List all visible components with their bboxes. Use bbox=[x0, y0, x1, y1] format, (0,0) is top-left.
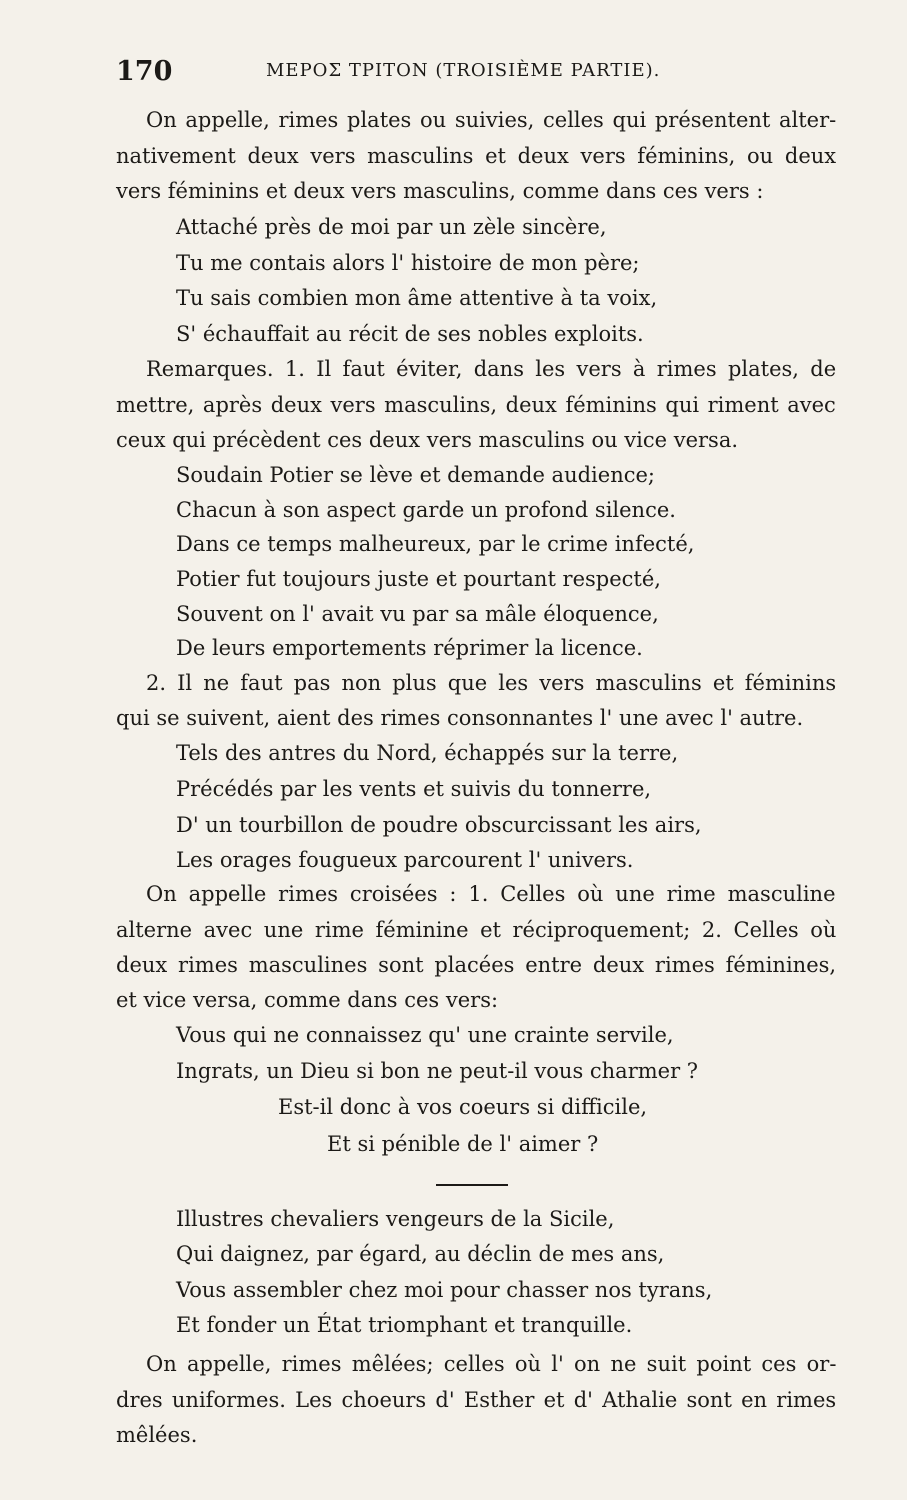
verse-line: Tu me contais alors l' histoire de mon père; bbox=[176, 251, 640, 275]
page-number: 170 bbox=[116, 56, 173, 87]
verse-line: Qui daignez, par égard, au déclin de mes ans, bbox=[176, 1242, 665, 1266]
text-line: et vice versa, comme dans ces vers: bbox=[116, 988, 499, 1012]
verse-line: Dans ce temps malheureux, par le crime infecté, bbox=[176, 532, 695, 556]
verse-line: Et si pénible de l' aimer ? bbox=[327, 1132, 599, 1156]
verse-line: S' échauffait au récit de ses nobles exploits. bbox=[176, 322, 644, 346]
text-line: On appelle, rimes plates ou suivies, celles qui présentent alter- bbox=[146, 108, 837, 132]
text-line: ceux qui précèdent ces deux vers masculins ou vice versa. bbox=[116, 428, 739, 452]
verse-line: Les orages fougueux parcourent l' univers. bbox=[176, 848, 634, 872]
text-line: Remarques. 1. Il faut éviter, dans les vers à rimes plates, de bbox=[146, 357, 837, 381]
running-title: ΜΕΡΟΣ ΤΡΙΤΟΝ (TROISIÈME PARTIE). bbox=[266, 60, 661, 81]
verse-line: Vous assembler chez moi pour chasser nos tyrans, bbox=[176, 1278, 713, 1302]
verse-line: Tels des antres du Nord, échappés sur la terre, bbox=[176, 741, 679, 765]
text-line: nativement deux vers masculins et deux vers féminins, ou deux bbox=[116, 144, 837, 168]
verse-line: D' un tourbillon de poudre obscurcissant les airs, bbox=[176, 813, 702, 837]
verse-line: Soudain Potier se lève et demande audience; bbox=[176, 463, 655, 487]
text-line: 2. Il ne faut pas non plus que les vers masculins et féminins bbox=[146, 671, 837, 695]
text-line: vers féminins et deux vers masculins, comme dans ces vers : bbox=[116, 179, 764, 203]
verse-line: Ingrats, un Dieu si bon ne peut-il vous charmer ? bbox=[176, 1059, 699, 1083]
text-line: mêlées. bbox=[116, 1423, 198, 1447]
section-separator bbox=[436, 1184, 508, 1186]
text-line: On appelle, rimes mêlées; celles où l' on ne suit point ces or- bbox=[146, 1352, 837, 1376]
verse-line: Attaché près de moi par un zèle sincère, bbox=[176, 215, 607, 239]
verse-line: Chacun à son aspect garde un profond silence. bbox=[176, 498, 676, 522]
verse-line: Précédés par les vents et suivis du tonnerre, bbox=[176, 777, 652, 801]
verse-line: De leurs emportements réprimer la licence. bbox=[176, 636, 643, 660]
verse-line: Potier fut toujours juste et pourtant respecté, bbox=[176, 567, 661, 591]
verse-line: Et fonder un État triomphant et tranquille. bbox=[176, 1313, 633, 1337]
text-line: mettre, après deux vers masculins, deux féminins qui riment avec bbox=[116, 393, 836, 417]
text-line: On appelle rimes croisées : 1. Celles où une rime masculine bbox=[146, 882, 836, 906]
verse-line: Tu sais combien mon âme attentive à ta voix, bbox=[176, 286, 658, 310]
verse-line: Illustres chevaliers vengeurs de la Sicile, bbox=[176, 1207, 615, 1231]
text-line: alterne avec une rime féminine et réciproquement; 2. Celles où bbox=[116, 918, 837, 942]
text-line: qui se suivent, aient des rimes consonnantes l' une avec l' autre. bbox=[116, 706, 804, 730]
text-line: dres uniformes. Les choeurs d' Esther et d' Athalie sont en rimes bbox=[116, 1388, 837, 1412]
page-header bbox=[116, 56, 766, 90]
verse-line: Souvent on l' avait vu par sa mâle éloquence, bbox=[176, 602, 659, 626]
text-line: deux rimes masculines sont placées entre deux rimes féminines, bbox=[116, 953, 837, 977]
verse-line: Est-il donc à vos coeurs si difficile, bbox=[278, 1095, 648, 1119]
verse-line: Vous qui ne connaissez qu' une crainte servile, bbox=[176, 1023, 674, 1047]
